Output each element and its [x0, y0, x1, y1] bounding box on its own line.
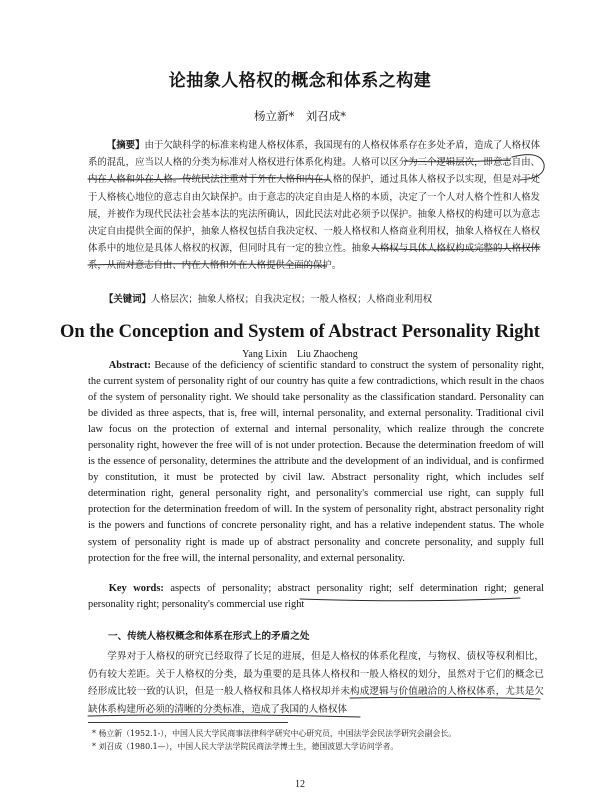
english-title: On the Conception and System of Abstract Personality Right [60, 322, 540, 342]
footnote-divider [88, 722, 288, 723]
chinese-keywords-text: 人格层次；抽象人格权；自我决定权；一般人格权；人格商业利用权 [150, 294, 433, 305]
body-paragraph-text: 学界对于人格权的研究已经取得了长足的进展，但是人格权的体系化程度，与物权、债权等权利相比，仍有较大差距。关于人格权的分类，最为重要的是具体人格权和一般人格权的划分，虽然对于它们的概念已经形成比较一致的认识，但是一般人格权和具体人格权却并未构成逻辑与价值融洽的人格权体系，尤其是欠缺体系构建所必须的清晰的分类标准，造成了我国的人格权体 [88, 651, 544, 716]
english-authors: Yang Lixin Liu Zhaocheng [242, 349, 358, 360]
chinese-title: 论抽象人格权的概念和体系之构建 [168, 71, 432, 91]
english-keywords-label: Key words: [108, 583, 164, 594]
footnotes [92, 727, 542, 753]
chinese-abstract [88, 137, 540, 275]
page-number: 12 [295, 779, 305, 790]
footnote-item: * 杨立新（1952.1-），中国人民大学民商事法律科学研究中心研究员，中国法学会民法学研究会副会长。 [92, 729, 457, 738]
chinese-abstract-label: 【摘要】 [106, 140, 145, 151]
chinese-keywords [104, 291, 540, 305]
english-abstract-label: Abstract: [108, 360, 151, 371]
english-abstract-text: Because of the deficiency of scientific standard to construct the system of personality right, the current system of personality right of our country has quite a few contradictions, which result in the chaos of the system of personality right. We should take personality as the classification standard. Personality can be divided as three aspects, that is, free will, internal personality, and external personality. Traditional civil law focus on the protection of external and internal personality, which realize through the concrete personality right, however the free will of is not under protection. Because the determination freedom of will is the essence of personality, determines the attribute and the development of an individual, and is confirmed by constitution, it must be protected by civil law. Abstract personality right, which includes self determination right, general personality right, and personality's commercial use right, can supply full protection for the determination freedom of will. In the system of personality right, abstract personality right is the powers and functions of concrete personality right, and has a relative independent status. The whole system of personality right is made up of abstract personality and concrete personality, and supply full protection for the free will, the internal personality, and external personality. [88, 360, 544, 564]
footnote-item: * 刘召成（1980.1—），中国人民大学法学院民商法学博士生，德国波恩大学访问学者。 [92, 742, 399, 751]
english-abstract [88, 358, 544, 567]
english-keywords-text: aspects of personality; abstract personality right; self determination right; general personality right; personality's commercial use right [88, 583, 544, 610]
chinese-abstract-text: 由于欠缺科学的标准来构建人格权体系，我国现有的人格权体系存在多处矛盾，造成了人格权体系的混乱，应当以人格的分类为标准对人格权进行体系化构建。人格可以区分为三个逻辑层次，即意志自由、内在人格和外在人格。传统民法注重对于外在人格和内在人格的保护，通过具体人格权予以实现，但是对于处于人格核心地位的意志自由欠缺保护。由于意志的决定自由是人格的本质，决定了一个人对人格个性和人格发展，并被作为现代民法社会基本法的宪法所确认，因此民法对此必须予以保护。抽象人格权的构建可以为意志决定自由提供全面的保护，抽象人格权包括自我决定权、一般人格权和人格商业利用权，抽象人格权在人格权体系中的地位是具体人格权的权源，但同时具有一定的独立性。抽象人格权与具体人格权构成完整的人格权体系，从而对意志自由、内在人格和外在人格提供全面的保护。 [88, 140, 540, 272]
chinese-keywords-label: 【关键词】 [104, 294, 151, 305]
section-heading: 一、传统人格权概念和体系在形式上的矛盾之处 [108, 631, 310, 642]
english-keywords [88, 581, 544, 613]
body-paragraph [88, 648, 544, 719]
chinese-authors: 杨立新* 刘召成* [254, 109, 346, 123]
